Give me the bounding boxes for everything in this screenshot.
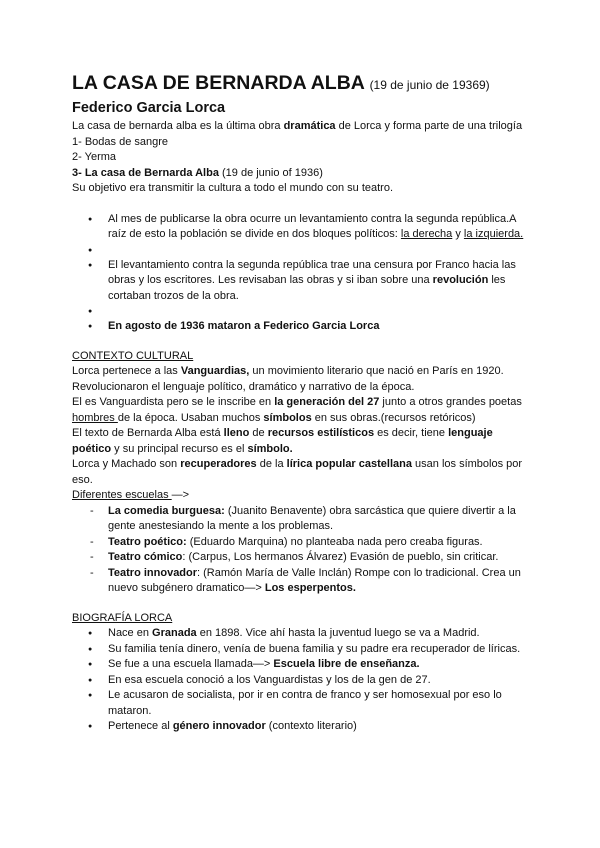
list-item: - Teatro cómico: (Carpus, Los hermanos Álvarez) Evasión de pueblo, sin criticar. [72, 550, 532, 566]
history-list [72, 212, 532, 335]
title-date: (19 de junio de 19369) [369, 78, 490, 92]
title-text: LA CASA DE BERNARDA ALBA [72, 72, 365, 94]
contexto-paragraph-2: El es Vanguardista pero se le inscribe en la generación del 27 junto a otros grandes poetas hombres de la época. Usaban muchos símbolos en sus obras.(recursos retóricos) [72, 396, 522, 424]
escuelas-list [72, 504, 532, 597]
intro-block [72, 119, 532, 197]
intro-line-5: Su objetivo era transmitir la cultura a todo el mundo con su teatro. [72, 182, 394, 194]
contexto-paragraph-3: El texto de Bernarda Alba está lleno de recursos estilísticos es decir, tiene lenguaje poético y su principal recurso es el símbolo. [72, 427, 493, 455]
intro-line-2: 1- Bodas de sangre [72, 135, 169, 148]
list-item: ● El levantamiento contra la segunda república trae una censura por Franco hacia las obras y los escritores. Les revisaban las obras y si iban sobre una revolución les cortaban trozos de la obra. [72, 258, 532, 305]
list-item: ● Su familia tenía dinero, venía de buena familia y su padre era recuperador de líricas. [72, 642, 532, 658]
contexto-paragraph-1: Lorca pertenece a las Vanguardias, un movimiento literario que nació en París en 1920. Revolucionaron el lenguaje político, dramático y narrativo de la época. [72, 365, 504, 393]
list-item: - La comedia burguesa: (Juanito Benavente) obra sarcástica que quiere divertir a la gente anestesiando la mente a los problemas. [72, 504, 532, 535]
list-item: ● Pertenece al género innovador (contexto literario) [72, 719, 532, 735]
list-item: ● Se fue a una escuela llamada—> Escuela libre de enseñanza. [72, 657, 532, 673]
list-item: ● En agosto de 1936 mataron a Federico Garcia Lorca [72, 319, 532, 335]
section-heading-contexto: CONTEXTO CULTURAL [72, 349, 194, 362]
list-item: ● Le acusaron de socialista, por ir en contra de franco y ser homosexual por eso lo mataron. [72, 688, 532, 719]
section-heading-biografia: BIOGRAFÍA LORCA [72, 611, 173, 624]
document-page [72, 72, 532, 735]
biografia-list [72, 626, 532, 735]
intro-line-3: 2- Yerma [72, 151, 117, 163]
contexto-paragraph-4: Lorca y Machado son recuperadores de la lírica popular castellana usan los símbolos por eso. [72, 458, 523, 486]
list-item: - Teatro innovador: (Ramón María de Valle Inclán) Rompe con lo tradicional. Crea un nuevo subgénero dramatico—> Los esperpentos. [72, 566, 532, 597]
document-title [72, 72, 532, 96]
author-name: Federico Garcia Lorca [72, 100, 226, 116]
intro-line-4: 3- La casa de Bernarda Alba (19 de junio of 1936) [72, 166, 323, 179]
list-item: ● Al mes de publicarse la obra ocurre un levantamiento contra la segunda república.A raíz de esto la población se divide en dos bloques políticos: la derecha y la izquierda. [72, 212, 532, 243]
list-item: ● En esa escuela conoció a los Vanguardistas y los de la gen de 27. [72, 673, 532, 689]
list-item: - Teatro poético: (Eduardo Marquina) no planteaba nada pero creaba figuras. [72, 535, 532, 551]
intro-line-1: La casa de bernarda alba es la última obra dramática de Lorca y forma parte de una trilogía [72, 120, 523, 132]
escuelas-label: Diferentes escuelas —> [72, 489, 190, 501]
list-item: ● Nace en Granada en 1898. Vice ahí hasta la juventud luego se va a Madrid. [72, 626, 532, 642]
